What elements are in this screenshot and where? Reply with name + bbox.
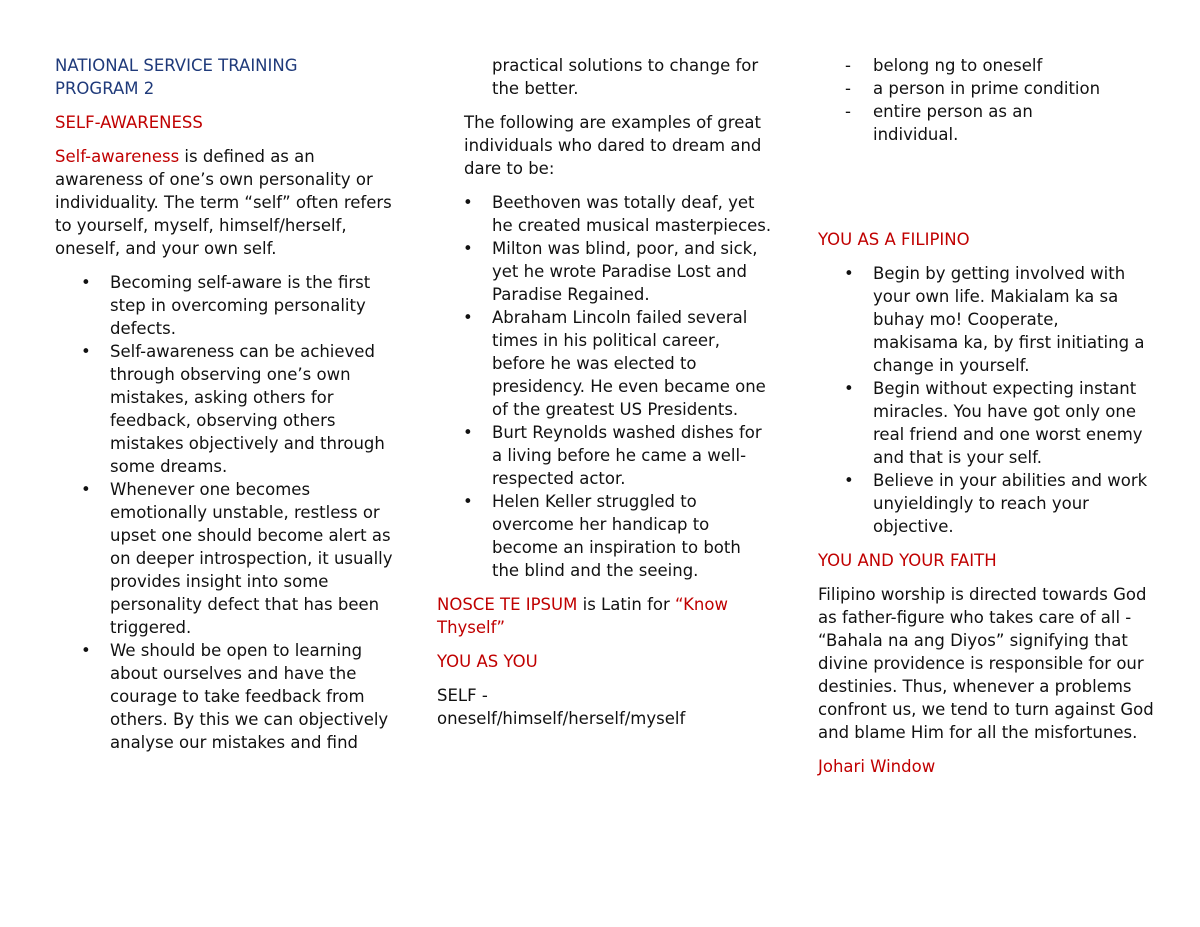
list-item: • Begin by getting involved with your own life. Makialam ka sa buhay mo! Cooperate, makisama ka, by first initiating a change in yourself. [818, 262, 1148, 377]
column-1 [55, 54, 395, 765]
faith-heading: YOU AND YOUR FAITH [818, 551, 997, 570]
list-item: • Burt Reynolds washed dishes for a living before he came a well-respected actor. [437, 421, 772, 490]
nosce-translation: “Know Thyself” [437, 595, 728, 637]
list-item: • Helen Keller struggled to overcome her handicap to become an inspiration to both the blind and the seeing. [437, 490, 772, 582]
self-line-2: oneself/himself/herself/myself [437, 709, 686, 728]
johari-window-heading: Johari Window [818, 757, 936, 776]
nosce-mid: is Latin for [577, 595, 676, 614]
self-definition-list [818, 54, 1138, 146]
column-2 [437, 54, 772, 730]
faith-text: Filipino worship is directed towards God as father-figure who takes care of all - “Bahala na ang Diyos” signifying that divine providence is responsible for our destinies. Thus, whenever a problems confront us, we tend to turn against God and blame Him for all the misfortunes. [818, 585, 1154, 742]
nosce-te-ipsum [437, 593, 772, 639]
column-3 [818, 54, 1158, 778]
list-item: - entire person as an individual. [818, 100, 1073, 146]
list-item: • Self-awareness can be achieved through observing one’s own mistakes, asking others for feedback, observing others mistakes objectively and through some dreams. [55, 340, 395, 478]
examples-intro: The following are examples of great individuals who dared to dream and dare to be: [464, 113, 762, 178]
program-title: NATIONAL SERVICE TRAINING PROGRAM 2 [55, 56, 298, 98]
self-awareness-heading: SELF-AWARENESS [55, 113, 203, 132]
list-item: - belong ng to oneself [818, 54, 1138, 77]
continuation-text: practical solutions to change for the better. [492, 56, 759, 98]
list-item: • Whenever one becomes emotionally unstable, restless or upset one should become alert as on deeper introspection, it usually provides insight into some personality defect that has been triggered. [55, 478, 395, 639]
self-line-1: SELF - [437, 686, 488, 705]
list-item: • Abraham Lincoln failed several times in his political career, before he was elected to presidency. He even became one of the greatest US Presidents. [437, 306, 772, 421]
self-awareness-list [55, 271, 395, 754]
list-item: • Milton was blind, poor, and sick, yet he wrote Paradise Lost and Paradise Regained. [437, 237, 772, 306]
filipino-list [818, 262, 1148, 538]
list-item: • Beethoven was totally deaf, yet he created musical masterpieces. [437, 191, 772, 237]
you-as-you-heading: YOU AS YOU [437, 652, 538, 671]
self-awareness-term: Self-awareness [55, 147, 180, 166]
examples-list [437, 191, 772, 582]
list-item: • Becoming self-aware is the first step in overcoming personality defects. [55, 271, 395, 340]
list-item: • We should be open to learning about ourselves and have the courage to take feedback from others. By this we can objectively analyse our mistakes and find [55, 639, 395, 754]
list-item: • Believe in your abilities and work unyieldingly to reach your objective. [818, 469, 1148, 538]
list-item: - a person in prime condition [818, 77, 1138, 100]
self-awareness-definition [55, 145, 395, 260]
filipino-heading: YOU AS A FILIPINO [818, 230, 970, 249]
nosce-term: NOSCE TE IPSUM [437, 595, 578, 614]
self-awareness-definition-text: is defined as an awareness of one’s own personality or individuality. The term “self” often refers to yourself, myself, himself/herself, oneself, and your own self. [55, 147, 392, 258]
list-item: • Begin without expecting instant miracles. You have got only one real friend and one worst enemy and that is your self. [818, 377, 1148, 469]
